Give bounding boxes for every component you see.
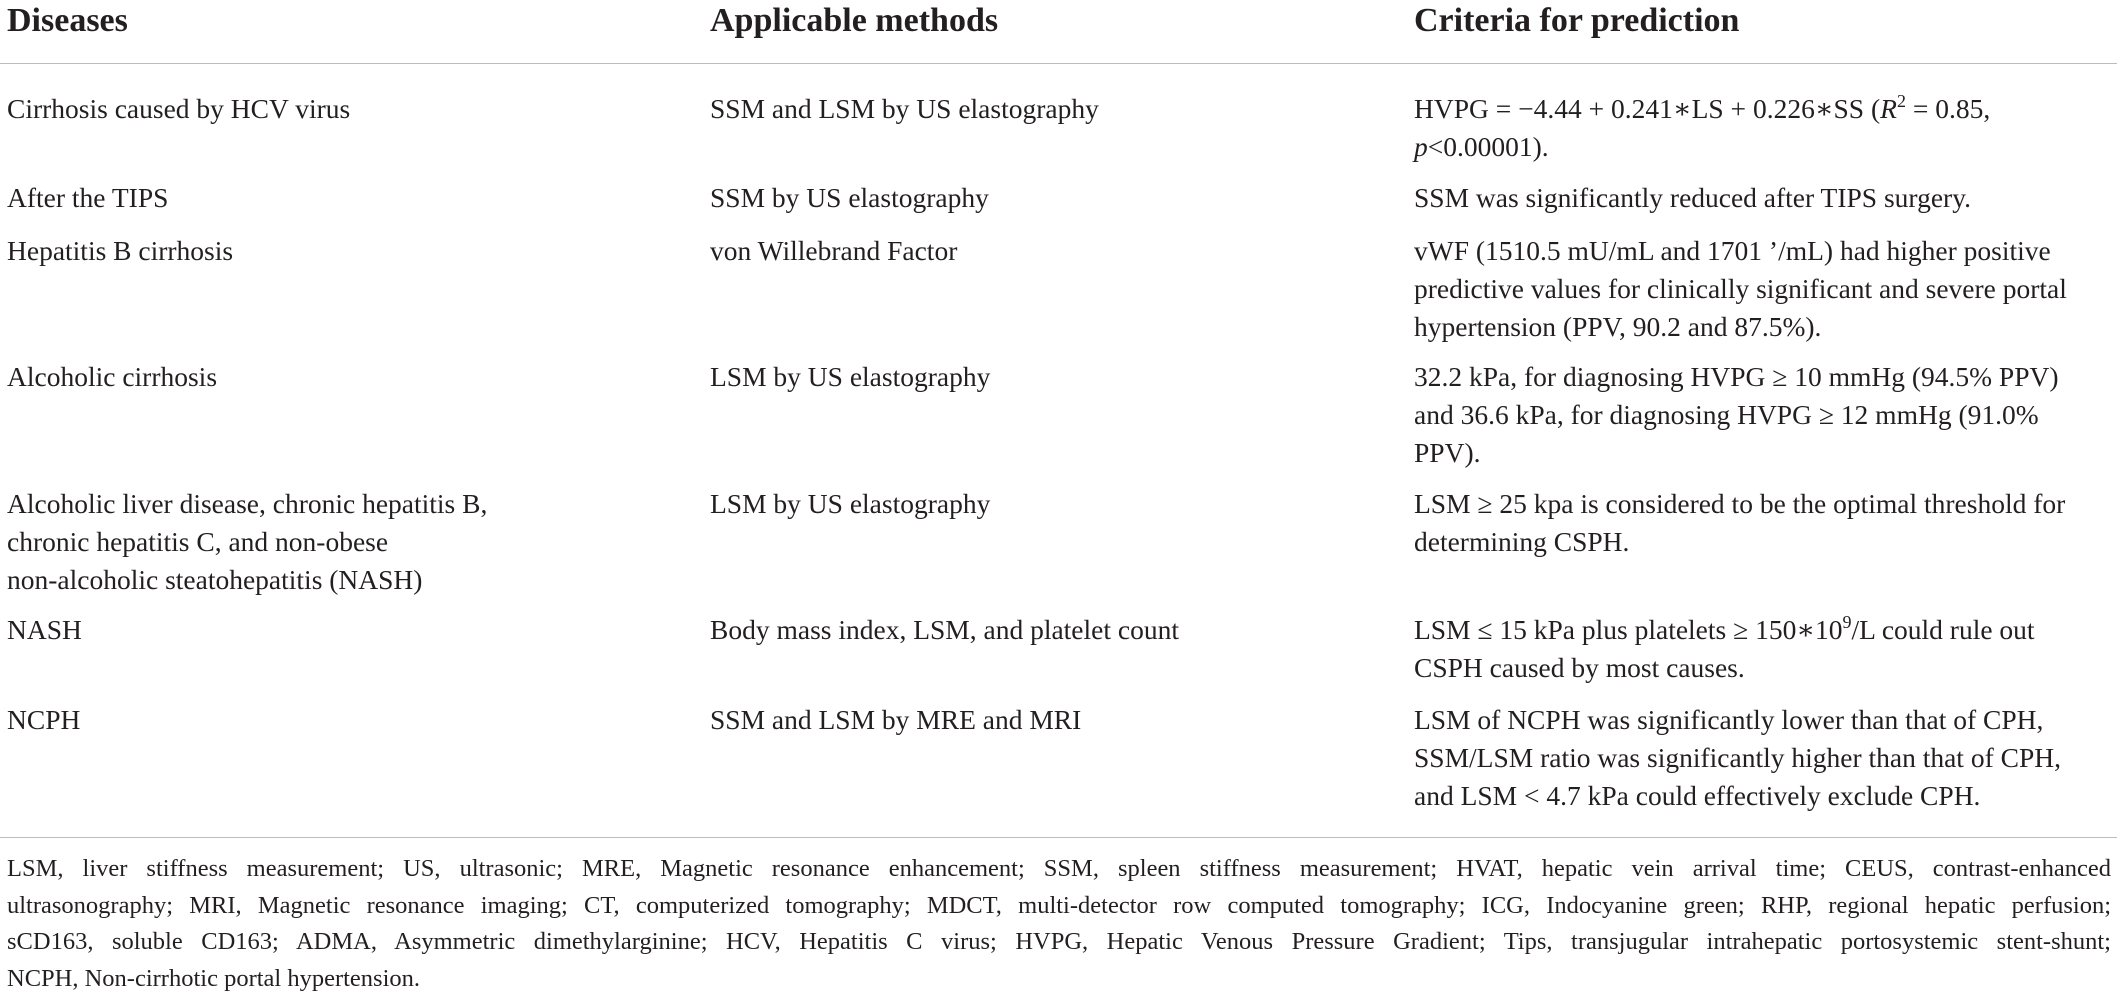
criteria-cell bbox=[1414, 179, 2114, 217]
header-diseases: Diseases bbox=[7, 2, 128, 39]
method-text: SSM by US elastography bbox=[710, 182, 989, 213]
footnote-line: ultrasonography; MRI, Magnetic resonance imaging; CT, computerized tomography; MDCT, multi-detector row computed tomography; ICG, Indocyanine green; RHP, regional hepatic perfusion; bbox=[7, 891, 2111, 919]
disease-text: NASH bbox=[7, 614, 82, 645]
footnote-line: LSM, liver stiffness measurement; US, ultrasonic; MRE, Magnetic resonance enhancement; SSM, spleen stiffness measurement; HVAT, hepatic vein arrival time; CEUS, contrast-enhanced bbox=[7, 855, 2111, 882]
criteria-line: CSPH caused by most causes. bbox=[1414, 652, 1745, 683]
disease-cell bbox=[7, 90, 567, 128]
criteria-line: vWF (1510.5 mU/mL and 1701 ’/mL) had higher positive bbox=[1414, 235, 2051, 266]
criteria-cell bbox=[1414, 611, 2114, 687]
criteria-line: HVPG = −4.44 + 0.241∗LS + 0.226∗SS ($R^2 = 0.85$, bbox=[1414, 91, 1991, 124]
criteria-cell bbox=[1414, 701, 2114, 815]
disease-cell bbox=[7, 232, 567, 270]
disease-text: non-alcoholic steatohepatitis (NASH) bbox=[7, 564, 423, 595]
disease-cell bbox=[7, 611, 567, 649]
criteria-line: PPV). bbox=[1414, 437, 1481, 468]
method-cell bbox=[710, 701, 1350, 739]
header-criteria-for-prediction: Criteria for prediction bbox=[1414, 2, 1740, 39]
disease-text: Cirrhosis caused by HCV virus bbox=[7, 93, 351, 124]
table-header-row bbox=[0, 0, 2117, 64]
criteria-line: 32.2 kPa, for diagnosing HVPG ≥ 10 mmHg (94.5% PPV) bbox=[1414, 361, 2059, 392]
footnote-line: sCD163, soluble CD163; ADMA, Asymmetric dimethylarginine; HCV, Hepatitis C virus; HVPG, Hepatic Venous Pressure Gradient; Tips, transjugular intrahepatic portosystemic stent-shunt; bbox=[7, 928, 2111, 955]
method-cell bbox=[710, 90, 1350, 128]
p-value-symbol: p bbox=[1414, 131, 1428, 162]
footer-divider bbox=[0, 837, 2117, 838]
disease-text: Hepatitis B cirrhosis bbox=[7, 235, 234, 266]
header-applicable-methods: Applicable methods bbox=[710, 2, 999, 39]
method-text: LSM by US elastography bbox=[710, 488, 991, 519]
criteria-cell bbox=[1414, 232, 2114, 346]
method-cell bbox=[710, 611, 1350, 649]
method-cell bbox=[710, 232, 1350, 270]
disease-cell bbox=[7, 358, 567, 396]
criteria-line: determining CSPH. bbox=[1414, 526, 1630, 557]
criteria-line: predictive values for clinically significant and severe portal bbox=[1414, 273, 2067, 304]
superscript: 2 bbox=[1896, 91, 1906, 111]
table-footnote bbox=[7, 851, 2111, 997]
disease-text: After the TIPS bbox=[7, 182, 169, 213]
method-text: SSM and LSM by US elastography bbox=[710, 93, 1099, 124]
disease-cell bbox=[7, 179, 567, 217]
disease-text: chronic hepatitis C, and non-obese bbox=[7, 526, 389, 557]
criteria-line: LSM of NCPH was significantly lower than that of CPH, bbox=[1414, 704, 2044, 735]
criteria-line: and 36.6 kPa, for diagnosing HVPG ≥ 12 mmHg (91.0% bbox=[1414, 399, 2039, 430]
method-text: LSM by US elastography bbox=[710, 361, 991, 392]
disease-text: NCPH bbox=[7, 704, 81, 735]
disease-text: Alcoholic liver disease, chronic hepatitis B, bbox=[7, 488, 488, 519]
superscript: 9 bbox=[1842, 612, 1852, 632]
method-cell bbox=[710, 358, 1350, 396]
method-cell bbox=[710, 179, 1350, 217]
criteria-line: LSM ≤ 15 kPa plus platelets ≥ $150∗10^9/L$ could rule out bbox=[1414, 612, 2035, 645]
method-text: Body mass index, LSM, and platelet count bbox=[710, 614, 1179, 645]
method-cell bbox=[710, 485, 1350, 523]
header-divider bbox=[0, 63, 2117, 64]
criteria-line: hypertension (PPV, 90.2 and 87.5%). bbox=[1414, 311, 1822, 342]
criteria-line: p<0.00001). bbox=[1414, 131, 1549, 162]
criteria-line: SSM/LSM ratio was significantly higher than that of CPH, bbox=[1414, 742, 2061, 773]
footnote-line: NCPH, Non-cirrhotic portal hypertension. bbox=[7, 964, 421, 992]
disease-cell bbox=[7, 701, 567, 739]
r-squared-symbol: R bbox=[1880, 93, 1897, 124]
disease-text: Alcoholic cirrhosis bbox=[7, 361, 218, 392]
method-text: von Willebrand Factor bbox=[710, 235, 958, 266]
criteria-cell bbox=[1414, 90, 2114, 166]
criteria-cell bbox=[1414, 485, 2114, 561]
criteria-line: LSM ≥ 25 kpa is considered to be the optimal threshold for bbox=[1414, 488, 2066, 519]
criteria-cell bbox=[1414, 358, 2114, 472]
method-text: SSM and LSM by MRE and MRI bbox=[710, 704, 1082, 735]
criteria-line: SSM was significantly reduced after TIPS surgery. bbox=[1414, 182, 1972, 213]
criteria-line: and LSM < 4.7 kPa could effectively exclude CPH. bbox=[1414, 780, 1981, 811]
disease-cell bbox=[7, 485, 567, 599]
